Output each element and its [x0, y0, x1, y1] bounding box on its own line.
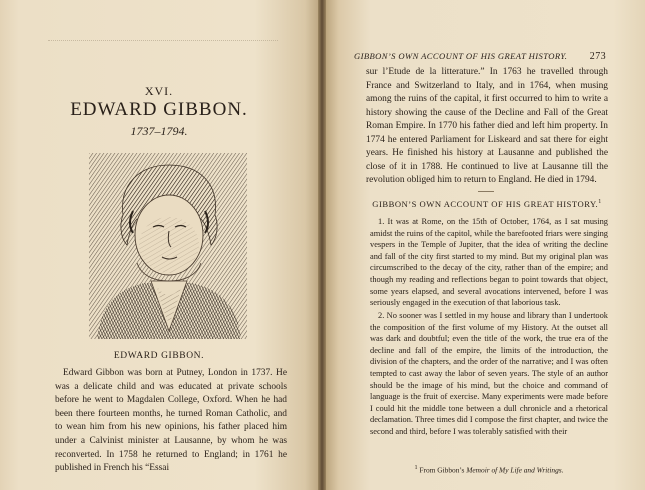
- footnote-prefix: From Gibbon’s: [419, 465, 465, 475]
- chapter-dates: 1737–1794.: [130, 124, 188, 138]
- chapter-number: XVI.: [144, 84, 174, 98]
- section-footnote-mark: 1: [598, 199, 602, 206]
- portrait-engraving: [89, 153, 247, 339]
- section-title: [366, 199, 608, 209]
- section-title-text: GIBBON’S OWN ACCOUNT OF HIS GREAT HISTORY.: [372, 199, 599, 209]
- paragraph-1: 1. It was at Rome, on the 15th of October, 1764, as I sat musing amidst the ruins of the capitol, while the barefooted friars were singing vespers in the Temple of Jupiter, that the idea of writing the decline and fall of the city first started to my mind. But my original plan was circumscribed to the decay of the city, rather than of the empire; and though my reading and reflections began to point towards that object, some years elapsed, and several avocations intervened, before I was seriously engaged in the execution of that laborious task.: [370, 217, 608, 308]
- footnote-title: Memoir of My Life and Writings.: [466, 465, 564, 475]
- paragraph-2: 2. No sooner was I settled in my house and library than I undertook the composition of the first volume of my History. At the outset all was dark and doubtful; even the title of the work, the true era of the decline and fall of the empire, the limits of the introduction, the division of the chapters, and the order of the narrative; and I was often tempted to cast away the labor of seven years. The style of an author should be the image of his mind, but the choice and command of language is the fruit of exercise. Many experiments were made before I could hit the middle tone between a dull chronicle and a rhetorical declamation. Three times did I compose the first chapter, and twice the second and third, before I was tolerably satisfied with their: [370, 311, 608, 436]
- chapter-title: EDWARD GIBBON.: [70, 99, 248, 120]
- bleed-through-line: [48, 40, 278, 42]
- left-page: [0, 0, 318, 490]
- footnote: [370, 465, 608, 474]
- biography-paragraph: Edward Gibbon was born at Putney, London in 1737. He was a delicate child and was educated at private schools before he went to Magdalen College, Oxford. When he had been there fourteen months, he turned Roman Catholic, and to wean him from his new opinions, his father placed him under a Calvinist minister at Lausanne, by whom he was reconverted. In 1758 he returned to England; in 1761 he published in French his “Essai: [55, 368, 287, 474]
- book-gutter: [318, 0, 326, 490]
- section-divider: [478, 191, 494, 193]
- page-number: 273: [589, 51, 606, 62]
- biography-continuation: sur l’Etude de la litterature.” In 1763 he travelled through France and Switzerland to Italy, and in 1764, when musing among the ruins of the capital, it first occurred to him to write a history showing the cause of the Decline and Fall of the Great Roman Empire. In 1770 his father died and left him property. In 1774 he entered Parliament for Liskeard and sat there for eight years. He finished his history at Lausanne and published the close of it in 1788. He continued to live at Lausanne till the revolution obliged him to return to England. He died in 1794.: [366, 67, 608, 185]
- footnote-mark: 1: [414, 465, 418, 471]
- running-head: [354, 51, 606, 61]
- running-head-title: GIBBON’S OWN ACCOUNT OF HIS GREAT HISTORY.: [354, 51, 568, 61]
- portrait-caption: EDWARD GIBBON.: [113, 351, 205, 361]
